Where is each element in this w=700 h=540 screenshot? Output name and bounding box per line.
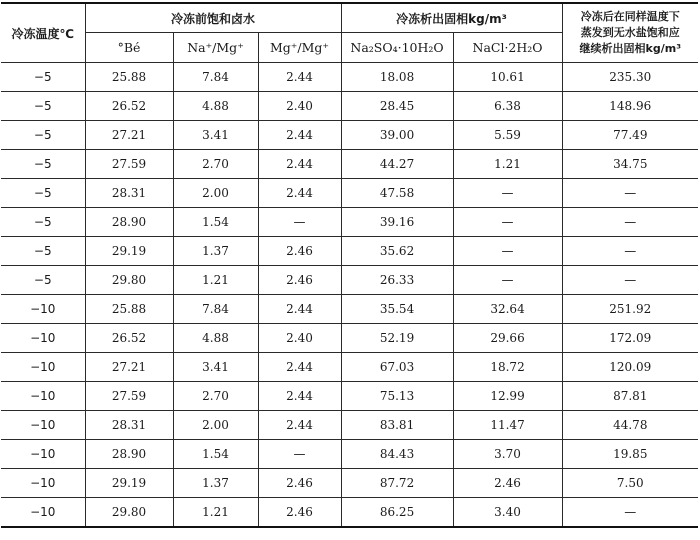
- table-row: [1, 208, 698, 237]
- cell-mg-mg-ratio: 2.44: [258, 411, 341, 440]
- cell-mg-mg-ratio: 2.44: [258, 150, 341, 179]
- cell-after-evaporation: —: [562, 179, 698, 208]
- cell-after-evaporation: 34.75: [562, 150, 698, 179]
- cell-hydrohalite: —: [453, 237, 562, 266]
- cell-after-evaporation: 251.92: [562, 295, 698, 324]
- cell-mg-mg-ratio: 2.44: [258, 63, 341, 92]
- cell-after-evaporation: —: [562, 498, 698, 528]
- cell-mirabilite: 83.81: [341, 411, 453, 440]
- cell-mirabilite: 67.03: [341, 353, 453, 382]
- before-freezing-brine-header: 冷冻前饱和卤水: [85, 3, 341, 33]
- cell-mg-mg-ratio: 2.46: [258, 498, 341, 528]
- cell-baume: 25.88: [85, 63, 173, 92]
- cell-mirabilite: 87.72: [341, 469, 453, 498]
- table-row: [1, 150, 698, 179]
- cell-mg-mg-ratio: —: [258, 440, 341, 469]
- cell-hydrohalite: —: [453, 179, 562, 208]
- cell-baume: 27.59: [85, 382, 173, 411]
- cell-baume: 25.88: [85, 295, 173, 324]
- cell-baume: 26.52: [85, 324, 173, 353]
- cell-freeze-temp: −5: [1, 92, 85, 121]
- cell-na-mg-ratio: 2.00: [173, 179, 258, 208]
- after-evaporation-solids-header: [562, 3, 698, 63]
- cell-baume: 26.52: [85, 92, 173, 121]
- table-row: [1, 498, 698, 528]
- cell-na-mg-ratio: 2.70: [173, 382, 258, 411]
- cell-baume: 29.19: [85, 237, 173, 266]
- cell-freeze-temp: −5: [1, 208, 85, 237]
- cell-mg-mg-ratio: 2.46: [258, 237, 341, 266]
- cell-mirabilite: 75.13: [341, 382, 453, 411]
- cell-mirabilite: 35.62: [341, 237, 453, 266]
- cell-after-evaporation: 120.09: [562, 353, 698, 382]
- brine-freezing-table: [1, 2, 698, 528]
- cell-freeze-temp: −5: [1, 63, 85, 92]
- cell-baume: 28.31: [85, 179, 173, 208]
- cell-mg-mg-ratio: 2.44: [258, 353, 341, 382]
- cell-na-mg-ratio: 1.21: [173, 266, 258, 295]
- table-header: [1, 3, 698, 63]
- cell-after-evaporation: 7.50: [562, 469, 698, 498]
- cell-mg-mg-ratio: 2.46: [258, 469, 341, 498]
- table-row: [1, 237, 698, 266]
- cell-after-evaporation: —: [562, 266, 698, 295]
- cell-hydrohalite: 11.47: [453, 411, 562, 440]
- cell-mirabilite: 52.19: [341, 324, 453, 353]
- cell-mirabilite: 84.43: [341, 440, 453, 469]
- cell-after-evaporation: 87.81: [562, 382, 698, 411]
- table-row: [1, 324, 698, 353]
- cell-baume: 27.21: [85, 121, 173, 150]
- cell-hydrohalite: 12.99: [453, 382, 562, 411]
- cell-freeze-temp: −10: [1, 498, 85, 528]
- after-evaporation-header-line: 继续析出固相kg/m³: [579, 42, 682, 55]
- cell-freeze-temp: −5: [1, 266, 85, 295]
- cell-na-mg-ratio: 3.41: [173, 121, 258, 150]
- col-header-mirabilite: Na₂SO₄·10H₂O: [341, 33, 453, 63]
- cell-hydrohalite: 1.21: [453, 150, 562, 179]
- cell-baume: 28.90: [85, 208, 173, 237]
- cell-na-mg-ratio: 2.00: [173, 411, 258, 440]
- cell-mg-mg-ratio: 2.44: [258, 121, 341, 150]
- cell-after-evaporation: 148.96: [562, 92, 698, 121]
- cell-freeze-temp: −5: [1, 121, 85, 150]
- frozen-solids-header: 冷冻析出固相kg/m³: [341, 3, 562, 33]
- cell-freeze-temp: −10: [1, 324, 85, 353]
- cell-baume: 29.80: [85, 498, 173, 528]
- cell-mirabilite: 35.54: [341, 295, 453, 324]
- table-row: [1, 179, 698, 208]
- cell-freeze-temp: −5: [1, 150, 85, 179]
- cell-hydrohalite: 3.40: [453, 498, 562, 528]
- cell-hydrohalite: —: [453, 266, 562, 295]
- freeze-temp-header: 冷冻温度℃: [1, 3, 85, 63]
- table-row: [1, 266, 698, 295]
- cell-after-evaporation: 235.30: [562, 63, 698, 92]
- table-row: [1, 63, 698, 92]
- cell-hydrohalite: —: [453, 208, 562, 237]
- cell-after-evaporation: —: [562, 237, 698, 266]
- cell-after-evaporation: —: [562, 208, 698, 237]
- cell-mg-mg-ratio: 2.44: [258, 179, 341, 208]
- cell-baume: 29.19: [85, 469, 173, 498]
- cell-baume: 27.21: [85, 353, 173, 382]
- cell-na-mg-ratio: 1.37: [173, 237, 258, 266]
- cell-mirabilite: 47.58: [341, 179, 453, 208]
- cell-baume: 28.90: [85, 440, 173, 469]
- cell-mg-mg-ratio: 2.40: [258, 324, 341, 353]
- cell-baume: 28.31: [85, 411, 173, 440]
- cell-mirabilite: 28.45: [341, 92, 453, 121]
- cell-freeze-temp: −10: [1, 382, 85, 411]
- cell-na-mg-ratio: 1.37: [173, 469, 258, 498]
- cell-na-mg-ratio: 4.88: [173, 324, 258, 353]
- table-row: [1, 469, 698, 498]
- table-row: [1, 353, 698, 382]
- cell-mirabilite: 44.27: [341, 150, 453, 179]
- cell-hydrohalite: 10.61: [453, 63, 562, 92]
- cell-hydrohalite: 2.46: [453, 469, 562, 498]
- cell-mirabilite: 26.33: [341, 266, 453, 295]
- cell-baume: 27.59: [85, 150, 173, 179]
- table-row: [1, 440, 698, 469]
- cell-na-mg-ratio: 1.21: [173, 498, 258, 528]
- cell-mg-mg-ratio: 2.40: [258, 92, 341, 121]
- table-row: [1, 382, 698, 411]
- cell-mirabilite: 86.25: [341, 498, 453, 528]
- cell-after-evaporation: 172.09: [562, 324, 698, 353]
- cell-na-mg-ratio: 1.54: [173, 440, 258, 469]
- cell-hydrohalite: 18.72: [453, 353, 562, 382]
- cell-na-mg-ratio: 4.88: [173, 92, 258, 121]
- cell-mg-mg-ratio: 2.44: [258, 295, 341, 324]
- col-header-hydrohalite: NaCl·2H₂O: [453, 33, 562, 63]
- cell-na-mg-ratio: 2.70: [173, 150, 258, 179]
- cell-hydrohalite: 32.64: [453, 295, 562, 324]
- cell-freeze-temp: −5: [1, 237, 85, 266]
- cell-na-mg-ratio: 7.84: [173, 63, 258, 92]
- table-row: [1, 295, 698, 324]
- cell-mg-mg-ratio: 2.46: [258, 266, 341, 295]
- cell-freeze-temp: −10: [1, 353, 85, 382]
- col-header-na-mg-ratio: Na⁺/Mg⁺: [173, 33, 258, 63]
- cell-mirabilite: 39.00: [341, 121, 453, 150]
- cell-hydrohalite: 29.66: [453, 324, 562, 353]
- cell-mirabilite: 39.16: [341, 208, 453, 237]
- cell-hydrohalite: 5.59: [453, 121, 562, 150]
- after-evaporation-header-line: 蒸发到无水盐饱和应: [580, 26, 680, 39]
- cell-freeze-temp: −10: [1, 295, 85, 324]
- cell-after-evaporation: 19.85: [562, 440, 698, 469]
- cell-mg-mg-ratio: 2.44: [258, 382, 341, 411]
- cell-mg-mg-ratio: —: [258, 208, 341, 237]
- col-header-baume: °Bé: [85, 33, 173, 63]
- table-row: [1, 92, 698, 121]
- cell-na-mg-ratio: 1.54: [173, 208, 258, 237]
- cell-baume: 29.80: [85, 266, 173, 295]
- cell-freeze-temp: −10: [1, 411, 85, 440]
- cell-freeze-temp: −10: [1, 440, 85, 469]
- cell-na-mg-ratio: 3.41: [173, 353, 258, 382]
- after-evaporation-header-line: 冷冻后在同样温度下: [580, 10, 680, 23]
- cell-hydrohalite: 6.38: [453, 92, 562, 121]
- col-header-mg-mg-ratio: Mg⁺/Mg⁺: [258, 33, 341, 63]
- cell-freeze-temp: −10: [1, 469, 85, 498]
- cell-hydrohalite: 3.70: [453, 440, 562, 469]
- cell-after-evaporation: 77.49: [562, 121, 698, 150]
- table-body: [1, 63, 698, 528]
- header-row-groups: [1, 3, 698, 33]
- cell-after-evaporation: 44.78: [562, 411, 698, 440]
- cell-freeze-temp: −5: [1, 179, 85, 208]
- cell-na-mg-ratio: 7.84: [173, 295, 258, 324]
- cell-mirabilite: 18.08: [341, 63, 453, 92]
- table-row: [1, 121, 698, 150]
- table-row: [1, 411, 698, 440]
